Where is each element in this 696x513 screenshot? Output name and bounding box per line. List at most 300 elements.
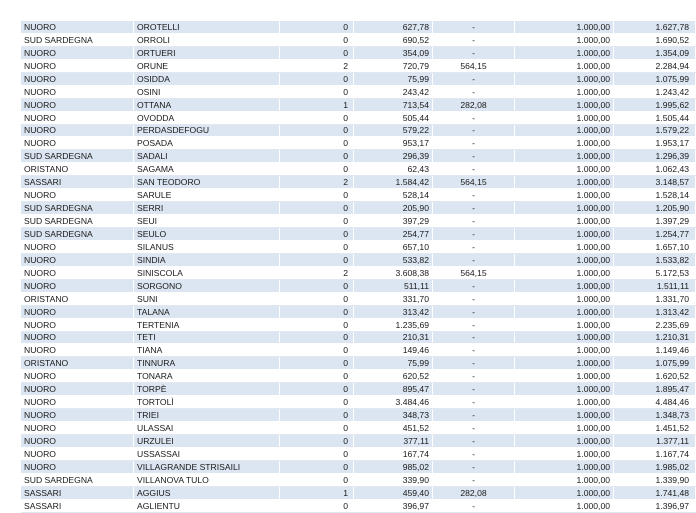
amount-b-cell: - — [433, 499, 515, 512]
amount-b-cell: - — [433, 292, 515, 305]
count-cell: 0 — [280, 357, 354, 370]
amount-c-cell: 1.000,00 — [515, 163, 614, 176]
amount-b-cell: - — [433, 228, 515, 241]
total-cell: 1.354,09 — [614, 46, 696, 59]
comune-cell: TORTOLÌ — [134, 396, 280, 409]
province-cell: SUD SARDEGNA — [21, 33, 134, 46]
province-cell: SASSARI — [21, 486, 134, 499]
province-cell: NUORO — [21, 266, 134, 279]
comune-cell: OSINI — [134, 85, 280, 98]
total-cell: 2.235,69 — [614, 318, 696, 331]
total-cell: 1.339,90 — [614, 473, 696, 486]
total-cell: 1.296,39 — [614, 150, 696, 163]
comune-cell: SINDIA — [134, 253, 280, 266]
province-cell: SUD SARDEGNA — [21, 202, 134, 215]
count-cell: 0 — [280, 137, 354, 150]
amount-b-cell: - — [433, 33, 515, 46]
comune-cell: URZULEI — [134, 435, 280, 448]
total-cell: 1.995,62 — [614, 98, 696, 111]
amount-a-cell: 459,40 — [354, 486, 433, 499]
total-cell: 2.284,94 — [614, 59, 696, 72]
comune-cell: ORUNE — [134, 59, 280, 72]
table-row — [21, 98, 696, 111]
amount-a-cell: 3.484,46 — [354, 396, 433, 409]
amount-a-cell: 953,17 — [354, 137, 433, 150]
amount-b-cell: - — [433, 111, 515, 124]
table-row — [21, 318, 696, 331]
amount-c-cell: 1.000,00 — [515, 292, 614, 305]
count-cell: 0 — [280, 383, 354, 396]
amount-b-cell: - — [433, 137, 515, 150]
amount-c-cell: 1.000,00 — [515, 111, 614, 124]
count-cell: 2 — [280, 176, 354, 189]
amount-c-cell: 1.000,00 — [515, 435, 614, 448]
amount-c-cell: 1.000,00 — [515, 331, 614, 344]
amount-b-cell: - — [433, 305, 515, 318]
amount-b-cell: - — [433, 422, 515, 435]
province-cell: NUORO — [21, 344, 134, 357]
amount-a-cell: 895,47 — [354, 383, 433, 396]
total-cell: 1.657,10 — [614, 240, 696, 253]
total-cell: 1.579,22 — [614, 124, 696, 137]
table-row — [21, 370, 696, 383]
table-row — [21, 150, 696, 163]
amount-a-cell: 397,29 — [354, 215, 433, 228]
amount-b-cell: - — [433, 460, 515, 473]
table-row — [21, 266, 696, 279]
amount-c-cell: 1.000,00 — [515, 150, 614, 163]
amount-a-cell: 505,44 — [354, 111, 433, 124]
amount-a-cell: 3.608,38 — [354, 266, 433, 279]
amount-a-cell: 331,70 — [354, 292, 433, 305]
amount-b-cell: - — [433, 357, 515, 370]
total-cell: 1.313,42 — [614, 305, 696, 318]
total-cell: 1.205,90 — [614, 202, 696, 215]
amount-c-cell: 1.000,00 — [515, 189, 614, 202]
table-row — [21, 499, 696, 512]
total-cell: 1.210,31 — [614, 331, 696, 344]
amount-b-cell: 564,15 — [433, 59, 515, 72]
amount-c-cell: 1.000,00 — [515, 460, 614, 473]
count-cell: 0 — [280, 240, 354, 253]
amount-b-cell: - — [433, 215, 515, 228]
total-cell: 5.172,53 — [614, 266, 696, 279]
comune-cell: ORROLI — [134, 33, 280, 46]
comune-cell: SAN TEODORO — [134, 176, 280, 189]
province-cell: NUORO — [21, 447, 134, 460]
comune-cell: TERTENIA — [134, 318, 280, 331]
amount-c-cell: 1.000,00 — [515, 409, 614, 422]
amount-b-cell: - — [433, 344, 515, 357]
amount-a-cell: 254,77 — [354, 228, 433, 241]
amount-c-cell: 1.000,00 — [515, 202, 614, 215]
amount-a-cell: 75,99 — [354, 357, 433, 370]
amount-a-cell: 296,39 — [354, 150, 433, 163]
amount-b-cell: - — [433, 124, 515, 137]
amount-b-cell: - — [433, 189, 515, 202]
table-row — [21, 396, 696, 409]
comune-cell: TONARA — [134, 370, 280, 383]
comune-cell: OVODDA — [134, 111, 280, 124]
province-cell: NUORO — [21, 318, 134, 331]
comune-cell: SEULO — [134, 228, 280, 241]
amount-c-cell: 1.000,00 — [515, 383, 614, 396]
province-cell: NUORO — [21, 409, 134, 422]
table-row — [21, 124, 696, 137]
table-row — [21, 473, 696, 486]
comune-cell: TRIEI — [134, 409, 280, 422]
province-cell: ORISTANO — [21, 163, 134, 176]
comune-cell: SEUI — [134, 215, 280, 228]
count-cell: 0 — [280, 435, 354, 448]
amount-c-cell: 1.000,00 — [515, 137, 614, 150]
count-cell: 0 — [280, 396, 354, 409]
total-cell: 1.985,02 — [614, 460, 696, 473]
amount-c-cell: 1.000,00 — [515, 473, 614, 486]
total-cell: 3.148,57 — [614, 176, 696, 189]
count-cell: 0 — [280, 124, 354, 137]
count-cell: 0 — [280, 228, 354, 241]
total-cell: 1.167,74 — [614, 447, 696, 460]
amount-a-cell: 313,42 — [354, 305, 433, 318]
total-cell: 1.243,42 — [614, 85, 696, 98]
amount-a-cell: 451,52 — [354, 422, 433, 435]
amount-c-cell: 1.000,00 — [515, 422, 614, 435]
amount-b-cell: - — [433, 331, 515, 344]
comune-cell: ORTUERI — [134, 46, 280, 59]
table-row — [21, 292, 696, 305]
comune-cell: OSIDDA — [134, 72, 280, 85]
total-cell: 1.511,11 — [614, 279, 696, 292]
amount-c-cell: 1.000,00 — [515, 447, 614, 460]
total-cell: 1.690,52 — [614, 33, 696, 46]
count-cell: 0 — [280, 473, 354, 486]
amount-b-cell: 282,08 — [433, 98, 515, 111]
amount-b-cell: - — [433, 473, 515, 486]
province-cell: NUORO — [21, 124, 134, 137]
comune-cell: USSASSAI — [134, 447, 280, 460]
amount-b-cell: - — [433, 253, 515, 266]
comune-cell: SERRI — [134, 202, 280, 215]
count-cell: 0 — [280, 189, 354, 202]
table-row — [21, 111, 696, 124]
province-cell: SUD SARDEGNA — [21, 473, 134, 486]
amount-a-cell: 690,52 — [354, 33, 433, 46]
amount-b-cell: - — [433, 318, 515, 331]
amount-c-cell: 1.000,00 — [515, 46, 614, 59]
amount-a-cell: 620,52 — [354, 370, 433, 383]
amount-c-cell: 1.000,00 — [515, 305, 614, 318]
amount-a-cell: 377,11 — [354, 435, 433, 448]
total-cell: 1.953,17 — [614, 137, 696, 150]
table-row — [21, 279, 696, 292]
table-row — [21, 85, 696, 98]
comune-cell: TIANA — [134, 344, 280, 357]
table-row — [21, 486, 696, 499]
comune-cell: VILLANOVA TULO — [134, 473, 280, 486]
count-cell: 0 — [280, 150, 354, 163]
province-cell: NUORO — [21, 370, 134, 383]
table-row — [21, 202, 696, 215]
amount-c-cell: 1.000,00 — [515, 124, 614, 137]
total-cell: 1.895,47 — [614, 383, 696, 396]
comune-cell: AGGIUS — [134, 486, 280, 499]
table-row — [21, 21, 696, 33]
amount-a-cell: 528,14 — [354, 189, 433, 202]
comune-cell: TORPÈ — [134, 383, 280, 396]
count-cell: 0 — [280, 409, 354, 422]
amount-b-cell: - — [433, 46, 515, 59]
amount-c-cell: 1.000,00 — [515, 98, 614, 111]
comune-cell: SARULE — [134, 189, 280, 202]
table-body — [21, 21, 696, 512]
amount-b-cell: - — [433, 370, 515, 383]
amount-b-cell: 564,15 — [433, 176, 515, 189]
province-cell: ORISTANO — [21, 357, 134, 370]
amount-c-cell: 1.000,00 — [515, 396, 614, 409]
amount-a-cell: 1.584,42 — [354, 176, 433, 189]
amount-a-cell: 339,90 — [354, 473, 433, 486]
count-cell: 1 — [280, 486, 354, 499]
amount-a-cell: 713,54 — [354, 98, 433, 111]
total-cell: 1.075,99 — [614, 357, 696, 370]
province-cell: SUD SARDEGNA — [21, 150, 134, 163]
amount-c-cell: 1.000,00 — [515, 240, 614, 253]
count-cell: 0 — [280, 46, 354, 59]
province-cell: NUORO — [21, 279, 134, 292]
comune-cell: SAGAMA — [134, 163, 280, 176]
amount-b-cell: 564,15 — [433, 266, 515, 279]
table-row — [21, 163, 696, 176]
amount-c-cell: 1.000,00 — [515, 266, 614, 279]
total-cell: 1.348,73 — [614, 409, 696, 422]
amount-a-cell: 511,11 — [354, 279, 433, 292]
province-cell: NUORO — [21, 435, 134, 448]
comune-cell: AGLIENTU — [134, 499, 280, 512]
amount-c-cell: 1.000,00 — [515, 21, 614, 33]
province-cell: NUORO — [21, 72, 134, 85]
province-cell: NUORO — [21, 460, 134, 473]
table-row — [21, 240, 696, 253]
province-cell: NUORO — [21, 137, 134, 150]
total-cell: 1.505,44 — [614, 111, 696, 124]
table-row — [21, 435, 696, 448]
amount-b-cell: - — [433, 409, 515, 422]
count-cell: 0 — [280, 111, 354, 124]
count-cell: 0 — [280, 370, 354, 383]
count-cell: 0 — [280, 499, 354, 512]
total-cell: 1.528,14 — [614, 189, 696, 202]
table-row — [21, 460, 696, 473]
table-row — [21, 33, 696, 46]
amount-a-cell: 210,31 — [354, 331, 433, 344]
total-cell: 1.397,29 — [614, 215, 696, 228]
comune-cell: SUNI — [134, 292, 280, 305]
amount-b-cell: - — [433, 72, 515, 85]
amount-a-cell: 354,09 — [354, 46, 433, 59]
table-row — [21, 409, 696, 422]
total-cell: 1.149,46 — [614, 344, 696, 357]
table-row — [21, 422, 696, 435]
province-cell: NUORO — [21, 21, 134, 33]
count-cell: 0 — [280, 72, 354, 85]
amount-a-cell: 243,42 — [354, 85, 433, 98]
amount-a-cell: 985,02 — [354, 460, 433, 473]
province-cell: NUORO — [21, 422, 134, 435]
amount-a-cell: 627,78 — [354, 21, 433, 33]
amount-a-cell: 396,97 — [354, 499, 433, 512]
amount-c-cell: 1.000,00 — [515, 318, 614, 331]
amount-b-cell: - — [433, 396, 515, 409]
count-cell: 0 — [280, 447, 354, 460]
province-cell: NUORO — [21, 59, 134, 72]
count-cell: 0 — [280, 215, 354, 228]
amount-b-cell: - — [433, 383, 515, 396]
table-row — [21, 305, 696, 318]
comune-cell: POSADA — [134, 137, 280, 150]
count-cell: 0 — [280, 305, 354, 318]
comune-cell: SILANUS — [134, 240, 280, 253]
count-cell: 0 — [280, 292, 354, 305]
table-row — [21, 176, 696, 189]
amount-c-cell: 1.000,00 — [515, 486, 614, 499]
amount-a-cell: 1.235,69 — [354, 318, 433, 331]
amount-c-cell: 1.000,00 — [515, 499, 614, 512]
count-cell: 0 — [280, 331, 354, 344]
amount-c-cell: 1.000,00 — [515, 33, 614, 46]
amount-a-cell: 657,10 — [354, 240, 433, 253]
amount-c-cell: 1.000,00 — [515, 215, 614, 228]
amount-a-cell: 579,22 — [354, 124, 433, 137]
comune-cell: SADALI — [134, 150, 280, 163]
amount-c-cell: 1.000,00 — [515, 253, 614, 266]
total-cell: 1.627,78 — [614, 21, 696, 33]
total-cell: 1.254,77 — [614, 228, 696, 241]
amount-c-cell: 1.000,00 — [515, 85, 614, 98]
count-cell: 0 — [280, 33, 354, 46]
table-row — [21, 189, 696, 202]
data-table — [21, 21, 696, 513]
province-cell: NUORO — [21, 253, 134, 266]
table-row — [21, 46, 696, 59]
amount-b-cell: - — [433, 447, 515, 460]
count-cell: 0 — [280, 318, 354, 331]
amount-c-cell: 1.000,00 — [515, 72, 614, 85]
table-row — [21, 137, 696, 150]
province-cell: ORISTANO — [21, 292, 134, 305]
table-row — [21, 215, 696, 228]
comune-cell: OROTELLI — [134, 21, 280, 33]
amount-a-cell: 205,90 — [354, 202, 433, 215]
amount-c-cell: 1.000,00 — [515, 370, 614, 383]
comune-cell: TALANA — [134, 305, 280, 318]
count-cell: 0 — [280, 279, 354, 292]
amount-c-cell: 1.000,00 — [515, 59, 614, 72]
total-cell: 1.451,52 — [614, 422, 696, 435]
amount-c-cell: 1.000,00 — [515, 228, 614, 241]
total-cell: 1.396,97 — [614, 499, 696, 512]
total-cell: 1.620,52 — [614, 370, 696, 383]
comune-cell: OTTANA — [134, 98, 280, 111]
province-cell: NUORO — [21, 111, 134, 124]
amount-b-cell: - — [433, 202, 515, 215]
amount-b-cell: - — [433, 21, 515, 33]
amount-a-cell: 149,46 — [354, 344, 433, 357]
table-row — [21, 253, 696, 266]
province-cell: NUORO — [21, 46, 134, 59]
table-row — [21, 228, 696, 241]
total-cell: 1.062,43 — [614, 163, 696, 176]
count-cell: 1 — [280, 98, 354, 111]
table-row — [21, 59, 696, 72]
amount-c-cell: 1.000,00 — [515, 357, 614, 370]
amount-c-cell: 1.000,00 — [515, 279, 614, 292]
comune-cell: SORGONO — [134, 279, 280, 292]
amount-b-cell: - — [433, 240, 515, 253]
total-cell: 1.741,48 — [614, 486, 696, 499]
total-cell: 4.484,46 — [614, 396, 696, 409]
comune-cell: TETI — [134, 331, 280, 344]
amount-b-cell: - — [433, 150, 515, 163]
comune-cell: SINISCOLA — [134, 266, 280, 279]
count-cell: 0 — [280, 85, 354, 98]
table-row — [21, 447, 696, 460]
table-row — [21, 344, 696, 357]
province-cell: SUD SARDEGNA — [21, 228, 134, 241]
amount-b-cell: - — [433, 85, 515, 98]
total-cell: 1.331,70 — [614, 292, 696, 305]
amount-b-cell: - — [433, 435, 515, 448]
amount-a-cell: 167,74 — [354, 447, 433, 460]
province-cell: NUORO — [21, 189, 134, 202]
comune-cell: VILLAGRANDE STRISAILI — [134, 460, 280, 473]
province-cell: NUORO — [21, 331, 134, 344]
total-cell: 1.377,11 — [614, 435, 696, 448]
count-cell: 2 — [280, 59, 354, 72]
table-row — [21, 331, 696, 344]
amount-a-cell: 75,99 — [354, 72, 433, 85]
count-cell: 0 — [280, 460, 354, 473]
comune-cell: TINNURA — [134, 357, 280, 370]
amount-a-cell: 62,43 — [354, 163, 433, 176]
table-row — [21, 357, 696, 370]
count-cell: 0 — [280, 422, 354, 435]
province-cell: SASSARI — [21, 499, 134, 512]
amount-b-cell: 282,08 — [433, 486, 515, 499]
amount-c-cell: 1.000,00 — [515, 176, 614, 189]
amount-a-cell: 720,79 — [354, 59, 433, 72]
count-cell: 0 — [280, 202, 354, 215]
total-cell: 1.075,99 — [614, 72, 696, 85]
table-row — [21, 383, 696, 396]
province-cell: NUORO — [21, 305, 134, 318]
amount-c-cell: 1.000,00 — [515, 344, 614, 357]
province-cell: SASSARI — [21, 176, 134, 189]
province-cell: NUORO — [21, 383, 134, 396]
amount-b-cell: - — [433, 279, 515, 292]
amount-a-cell: 533,82 — [354, 253, 433, 266]
count-cell: 2 — [280, 266, 354, 279]
count-cell: 0 — [280, 21, 354, 33]
comune-cell: ULASSAI — [134, 422, 280, 435]
total-cell: 1.533,82 — [614, 253, 696, 266]
province-cell: SUD SARDEGNA — [21, 215, 134, 228]
province-cell: NUORO — [21, 396, 134, 409]
province-cell: NUORO — [21, 98, 134, 111]
amount-b-cell: - — [433, 163, 515, 176]
table-row — [21, 72, 696, 85]
comune-cell: PERDASDEFOGU — [134, 124, 280, 137]
